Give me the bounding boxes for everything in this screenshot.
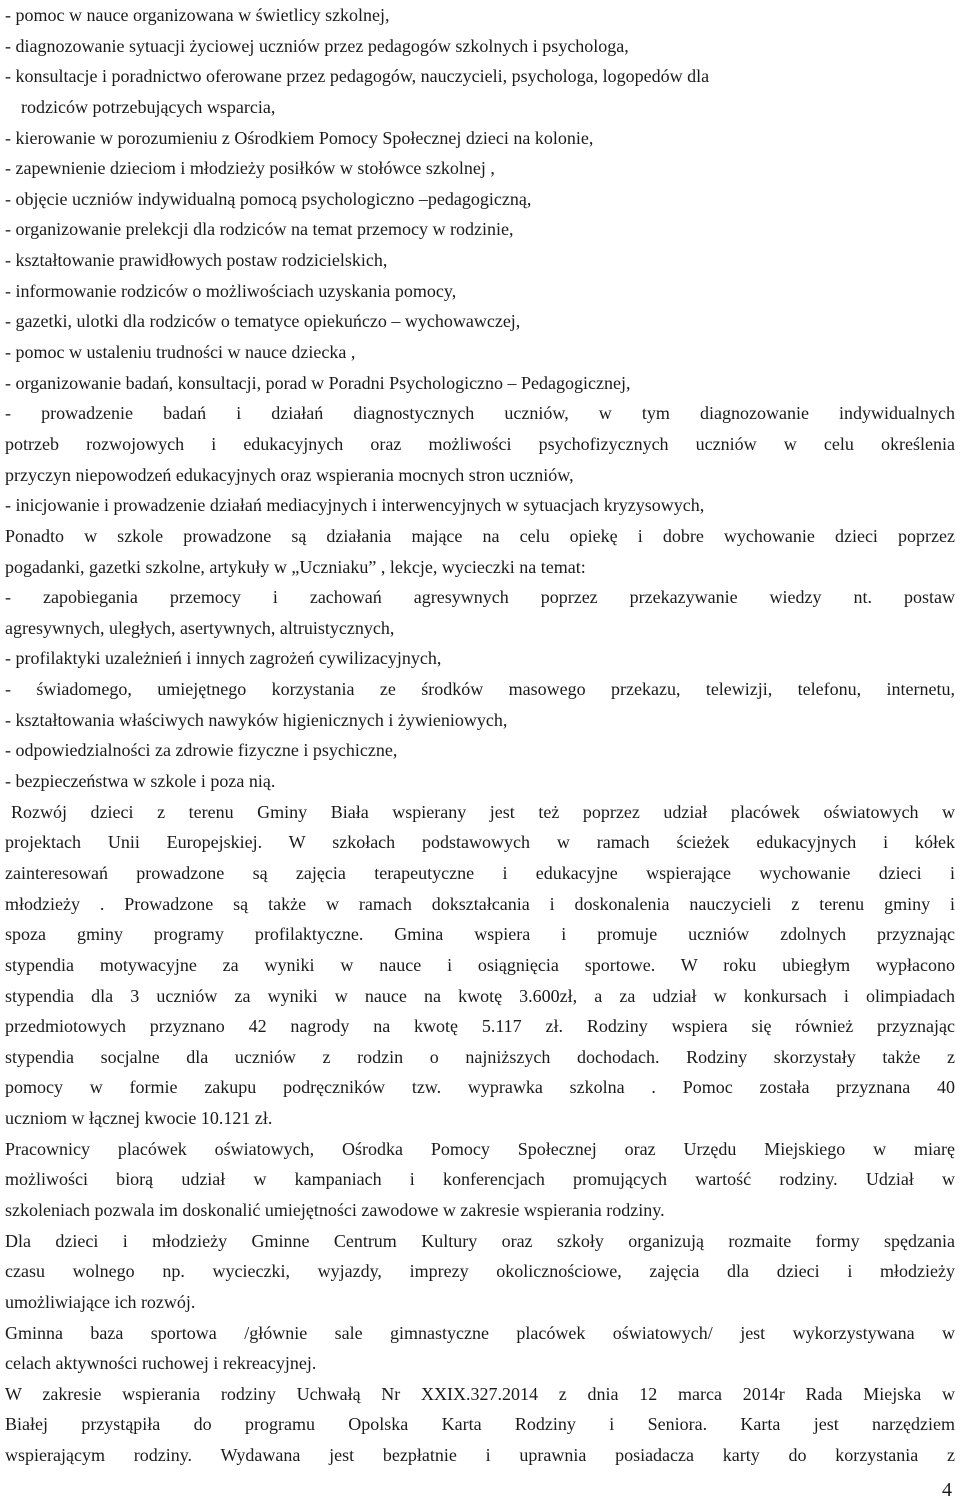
text-line: szkoleniach pozwala im doskonalić umiejętności zawodowe w zakresie wspierania rodziny. xyxy=(5,1199,665,1220)
text-line: - konsultacje i poradnictwo oferowane przez pedagogów, nauczycieli, psychologa, logopedów dla xyxy=(5,66,710,87)
text-line: - profilaktyki uzależnień i innych zagrożeń cywilizacyjnych, xyxy=(5,648,442,669)
text-line: pogadanki, gazetki szkolne, artykuły w „Uczniaku” , lekcje, wycieczki na temat: xyxy=(5,556,586,577)
text-line: celach aktywności ruchowej i rekreacyjnej. xyxy=(5,1353,317,1374)
text-line: - pomoc w nauce organizowana w świetlicy szkolnej, xyxy=(5,5,390,25)
text-line: - objęcie uczniów indywidualną pomocą psychologiczno –pedagogiczną, xyxy=(5,188,532,209)
text-line: - pomoc w ustaleniu trudności w nauce dziecka , xyxy=(5,342,356,363)
text-line: - inicjowanie i prowadzenie działań mediacyjnych i interwencyjnych w sytuacjach kryzysowych, xyxy=(5,495,705,516)
text-line: Rozwój dzieci z terenu Gminy Biała wspierany jest też poprzez udział placówek oświatowych w xyxy=(11,801,955,822)
text-line: - zapobiegania przemocy i zachowań agresywnych poprzez przekazywanie wiedzy nt. postaw xyxy=(5,587,955,608)
text-line: umożliwiające ich rozwój. xyxy=(5,1291,196,1312)
text-line: - zapewnienie dzieciom i młodzieży posiłków w stołówce szkolnej , xyxy=(5,158,495,179)
text-line: stypendia dla 3 uczniów za wyniki w nauce na kwotę 3.600zł, a za udział w konkursach i olimpiadach xyxy=(5,985,955,1006)
text-line: - odpowiedzialności za zdrowie fizyczne i psychiczne, xyxy=(5,740,398,761)
text-line: - kierowanie w porozumieniu z Ośrodkiem Pomocy Społecznej dzieci na kolonie, xyxy=(5,127,594,148)
text-line: wspierającym rodziny. Wydawana jest bezpłatnie i uprawnia posiadacza karty do korzystania z xyxy=(5,1445,955,1466)
text-line: młodzieży . Prowadzone są także w ramach dokształcania i doskonalenia nauczycieli z terenu gminy i xyxy=(5,893,955,914)
document-page xyxy=(5,0,955,1471)
text-line: możliwości biorą udział w kampaniach i konferencjach promujących wartość rodziny. Udział w xyxy=(5,1169,955,1190)
text-line: przedmiotowych przyznano 42 nagrody na kwotę 5.117 zł. Rodziny wspiera się również przyznając xyxy=(5,1016,955,1037)
text-line: - informowanie rodziców o możliwościach uzyskania pomocy, xyxy=(5,280,457,301)
text-line: Dla dzieci i młodzieży Gminne Centrum Kultury oraz szkoły organizują rozmaite formy spędzania xyxy=(5,1230,955,1251)
text-line: stypendia motywacyjne za wyniki w nauce i osiągnięcia sportowe. W roku ubiegłym wypłacono xyxy=(5,954,955,975)
text-line: Gminna baza sportowa /głównie sale gimnastyczne placówek oświatowych/ jest wykorzystywana w xyxy=(5,1322,955,1343)
text-line: - diagnozowanie sytuacji życiowej uczniów przez pedagogów szkolnych i psychologa, xyxy=(5,35,629,56)
text-line: potrzeb rozwojowych i edukacyjnych oraz możliwości psychofizycznych uczniów w celu określenia xyxy=(5,433,955,454)
text-line: - bezpieczeństwa w szkole i poza nią. xyxy=(5,771,276,792)
text-line: przyczyn niepowodzeń edukacyjnych oraz wspierania mocnych stron uczniów, xyxy=(5,464,574,485)
text-line: Pracownicy placówek oświatowych, Ośrodka Pomocy Społecznej oraz Urzędu Miejskiego w miarę xyxy=(5,1138,955,1159)
text-line: uczniom w łącznej kwocie 10.121 zł. xyxy=(5,1108,273,1129)
text-line: agresywnych, uległych, asertywnych, altruistycznych, xyxy=(5,617,395,638)
text-line: Ponadto w szkole prowadzone są działania mające na celu opiekę i dobre wychowanie dzieci poprzez xyxy=(5,525,955,546)
text-line: spoza gminy programy profilaktyczne. Gmina wspiera i promuje uczniów zdolnych przyznając xyxy=(5,924,955,945)
text-line: Białej przystąpiła do programu Opolska Karta Rodziny i Seniora. Karta jest narzędziem xyxy=(5,1414,955,1435)
text-line: zainteresowań prowadzone są zajęcia terapeutyczne i edukacyjne wspierające wychowanie dzieci i xyxy=(5,862,955,883)
text-line: pomocy w formie zakupu podręczników tzw. wyprawka szkolna . Pomoc została przyznana 40 xyxy=(5,1077,955,1098)
text-line: W zakresie wspierania rodziny Uchwałą Nr XXIX.327.2014 z dnia 12 marca 2014r Rada Miejska w xyxy=(5,1383,955,1404)
text-line: - kształtowanie prawidłowych postaw rodzicielskich, xyxy=(5,250,388,271)
text-line: - organizowanie badań, konsultacji, porad w Poradni Psychologiczno – Pedagogicznej, xyxy=(5,372,631,393)
text-line: rodziców potrzebujących wsparcia, xyxy=(21,96,276,117)
text-line: - prowadzenie badań i działań diagnostycznych uczniów, w tym diagnozowanie indywidualnych xyxy=(5,403,955,424)
text-line: - kształtowania właściwych nawyków higienicznych i żywieniowych, xyxy=(5,709,508,730)
text-line: stypendia socjalne dla uczniów z rodzin o najniższych dochodach. Rodziny skorzystały także z xyxy=(5,1046,955,1067)
page-number: 4 xyxy=(942,1479,952,1501)
text-line: - organizowanie prelekcji dla rodziców na temat przemocy w rodzinie, xyxy=(5,219,514,240)
text-line: czasu wolnego np. wycieczki, wyjazdy, imprezy okolicznościowe, zajęcia dla dzieci i młodzieży xyxy=(5,1261,955,1282)
text-line: - świadomego, umiejętnego korzystania ze środków masowego przekazu, telewizji, telefonu, internetu, xyxy=(5,679,955,700)
text-line: projektach Unii Europejskiej. W szkołach podstawowych w ramach ścieżek edukacyjnych i kółek xyxy=(5,832,955,853)
text-line: - gazetki, ulotki dla rodziców o tematyce opiekuńczo – wychowawczej, xyxy=(5,311,521,332)
